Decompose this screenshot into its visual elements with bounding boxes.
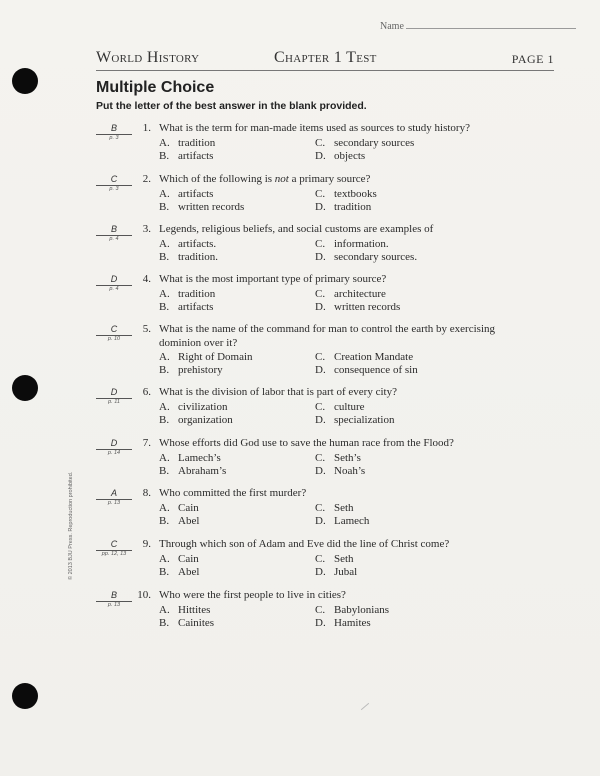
answer-option [159, 188, 213, 200]
page-reference: p. 10 [107, 336, 121, 342]
option-text: written records [334, 301, 401, 313]
section-instructions: Put the letter of the best answer in the blank provided. [96, 100, 367, 112]
option-text: written records [178, 201, 245, 213]
option-text: secondary sources. [334, 251, 418, 263]
option-letter: A. [159, 604, 170, 616]
page-reference: p. 11 [108, 399, 120, 405]
answer-option [315, 137, 414, 149]
option-letter: C. [315, 288, 326, 300]
option-letter: C. [315, 351, 326, 363]
option-letter: D. [315, 617, 326, 629]
question-number: 3. [142, 223, 151, 235]
page-number: PAGE 1 [511, 52, 554, 66]
answer-option [159, 465, 226, 477]
option-letter: A. [159, 553, 170, 565]
option-text: Babylonians [334, 604, 389, 616]
option-letter: C. [315, 604, 326, 616]
question-text: What is the division of labor that is part of every city? [159, 386, 397, 398]
option-letter: B. [159, 201, 170, 213]
question-text: Who were the first people to live in cities? [159, 589, 346, 601]
option-text: artifacts [178, 150, 214, 162]
option-letter: B. [159, 566, 170, 578]
name-field[interactable] [380, 20, 576, 32]
option-text: Abel [178, 515, 200, 527]
answer-option [315, 301, 400, 313]
option-letter: B. [159, 515, 170, 527]
option-text: objects [334, 150, 366, 162]
option-text: Abel [178, 566, 200, 578]
question-number: 8. [142, 487, 151, 499]
question-number: 1. [142, 122, 151, 134]
option-letter: A. [159, 238, 170, 250]
option-letter: B. [159, 301, 170, 313]
question-text: What is the term for man-made items used as sources to study history? [159, 122, 470, 134]
answer-option [159, 288, 215, 300]
answer-option [159, 401, 227, 413]
option-text: Seth [334, 553, 354, 565]
page-reference: p. 3 [109, 186, 119, 192]
answer-option [159, 414, 233, 426]
answer-option [159, 502, 199, 514]
question-number: 4. [142, 273, 151, 285]
question-text: What is the most important type of primary source? [159, 273, 387, 285]
option-letter: D. [315, 251, 326, 263]
answer-option [159, 251, 218, 263]
question-number: 9. [142, 538, 151, 550]
answer-option [315, 414, 394, 426]
option-text: Lamech’s [178, 452, 221, 464]
answer-option [159, 515, 199, 527]
option-text: Hittites [178, 604, 211, 616]
option-letter: B. [159, 364, 170, 376]
page-reference: p. 14 [107, 450, 121, 456]
name-line [406, 20, 576, 29]
option-letter: D. [315, 150, 326, 162]
option-letter: A. [159, 351, 170, 363]
answer-blank[interactable]: B [96, 223, 132, 236]
option-text: artifacts [178, 301, 214, 313]
option-text: specialization [334, 414, 395, 426]
option-letter: D. [315, 566, 326, 578]
option-letter: B. [159, 414, 170, 426]
option-text: Abraham’s [178, 465, 227, 477]
question-text: What is the name of the command for man to control the earth by exercising dominion over it? [159, 323, 495, 349]
answer-blank[interactable]: C [96, 323, 132, 336]
option-letter: A. [159, 502, 170, 514]
option-text: Seth [334, 502, 354, 514]
page-reference: p. 4 [109, 236, 119, 242]
binder-hole-middle [12, 375, 38, 401]
answer-option [159, 137, 215, 149]
option-letter: B. [159, 465, 170, 477]
answer-option [315, 604, 389, 616]
answer-blank[interactable]: A [96, 487, 132, 500]
option-letter: A. [159, 188, 170, 200]
option-letter: D. [315, 414, 326, 426]
option-letter: B. [159, 150, 170, 162]
answer-blank[interactable]: D [96, 386, 132, 399]
answer-option [315, 515, 369, 527]
answer-option [315, 351, 413, 363]
option-letter: C. [315, 188, 326, 200]
copyright-notice: © 2013 BJU Press. Reproduction prohibited. [68, 471, 74, 580]
answer-option [315, 150, 365, 162]
answer-blank[interactable]: C [96, 173, 132, 186]
answer-option [315, 201, 371, 213]
option-letter: C. [315, 401, 326, 413]
answer-option [315, 553, 354, 565]
option-text: Creation Mandate [334, 351, 414, 363]
page-header [96, 50, 554, 71]
page-reference: p. 13 [107, 602, 121, 608]
option-letter: A. [159, 401, 170, 413]
answer-option [315, 188, 377, 200]
question-text: Which of the following is not a primary source? [159, 173, 371, 185]
option-letter: C. [315, 137, 326, 149]
answer-option [315, 452, 361, 464]
option-text: tradition [178, 288, 216, 300]
option-text: Cainites [178, 617, 215, 629]
answer-option [159, 617, 214, 629]
answer-option [315, 502, 354, 514]
answer-option [159, 238, 216, 250]
option-letter: A. [159, 452, 170, 464]
option-text: information. [334, 238, 389, 250]
section-title: Multiple Choice [96, 79, 215, 96]
answer-blank[interactable]: B [96, 589, 132, 602]
question-number: 5. [142, 323, 151, 335]
option-text: Lamech [334, 515, 370, 527]
question-number: 10. [137, 589, 151, 601]
question-number: 7. [142, 437, 151, 449]
option-text: Jubal [334, 566, 358, 578]
answer-blank[interactable]: C [96, 538, 132, 551]
answer-option [315, 288, 386, 300]
option-letter: D. [315, 364, 326, 376]
test-title: Chapter 1 Test [274, 49, 377, 66]
option-text: artifacts [178, 188, 214, 200]
page-reference: pp. 12, 13 [101, 551, 127, 557]
answer-option [315, 364, 418, 376]
page-reference: p. 3 [109, 135, 119, 141]
option-text: architecture [334, 288, 386, 300]
answer-option [315, 465, 365, 477]
answer-option [159, 452, 221, 464]
answer-option [159, 364, 223, 376]
option-letter: C. [315, 553, 326, 565]
question-number: 6. [142, 386, 151, 398]
option-letter: C. [315, 238, 326, 250]
option-text: tradition. [178, 251, 219, 263]
question-text: Who committed the first murder? [159, 487, 307, 499]
option-text: Right of Domain [178, 351, 253, 363]
answer-blank[interactable]: D [96, 273, 132, 286]
name-label: Name [380, 21, 404, 32]
option-text: tradition [178, 137, 216, 149]
option-text: culture [334, 401, 365, 413]
answer-option [159, 201, 244, 213]
option-letter: B. [159, 251, 170, 263]
answer-option [159, 553, 199, 565]
answer-option [315, 251, 417, 263]
option-letter: D. [315, 465, 326, 477]
option-text: secondary sources [334, 137, 415, 149]
option-text: Noah’s [334, 465, 366, 477]
answer-option [315, 617, 371, 629]
question-text: Through which son of Adam and Eve did the line of Christ come? [159, 538, 450, 550]
answer-option [315, 238, 389, 250]
option-text: Seth’s [334, 452, 361, 464]
binder-hole-bottom [12, 683, 38, 709]
option-letter: B. [159, 617, 170, 629]
option-text: civilization [178, 401, 228, 413]
option-text: Cain [178, 553, 199, 565]
question-number: 2. [142, 173, 151, 185]
answer-option [159, 150, 213, 162]
option-text: Hamites [334, 617, 371, 629]
option-text: prehistory [178, 364, 223, 376]
binder-hole-top [12, 68, 38, 94]
question-text: Legends, religious beliefs, and social customs are examples of [159, 223, 434, 235]
option-text: Cain [178, 502, 199, 514]
option-text: organization [178, 414, 233, 426]
option-letter: A. [159, 137, 170, 149]
course-title: World History [96, 49, 200, 66]
pencil-mark [361, 703, 369, 710]
option-letter: D. [315, 515, 326, 527]
option-letter: D. [315, 201, 326, 213]
answer-blank[interactable]: D [96, 437, 132, 450]
question-text: Whose efforts did God use to save the human race from the Flood? [159, 437, 454, 449]
answer-option [315, 566, 357, 578]
option-letter: A. [159, 288, 170, 300]
option-text: consequence of sin [334, 364, 418, 376]
answer-option [159, 566, 199, 578]
option-letter: C. [315, 502, 326, 514]
answer-option [159, 301, 213, 313]
option-text: textbooks [334, 188, 377, 200]
option-letter: D. [315, 301, 326, 313]
option-text: artifacts. [178, 238, 217, 250]
answer-option [315, 401, 365, 413]
page-reference: p. 13 [107, 500, 121, 506]
answer-blank[interactable]: B [96, 122, 132, 135]
option-text: tradition [334, 201, 372, 213]
option-letter: C. [315, 452, 326, 464]
answer-option [159, 351, 253, 363]
answer-option [159, 604, 210, 616]
page-reference: p. 4 [109, 286, 119, 292]
